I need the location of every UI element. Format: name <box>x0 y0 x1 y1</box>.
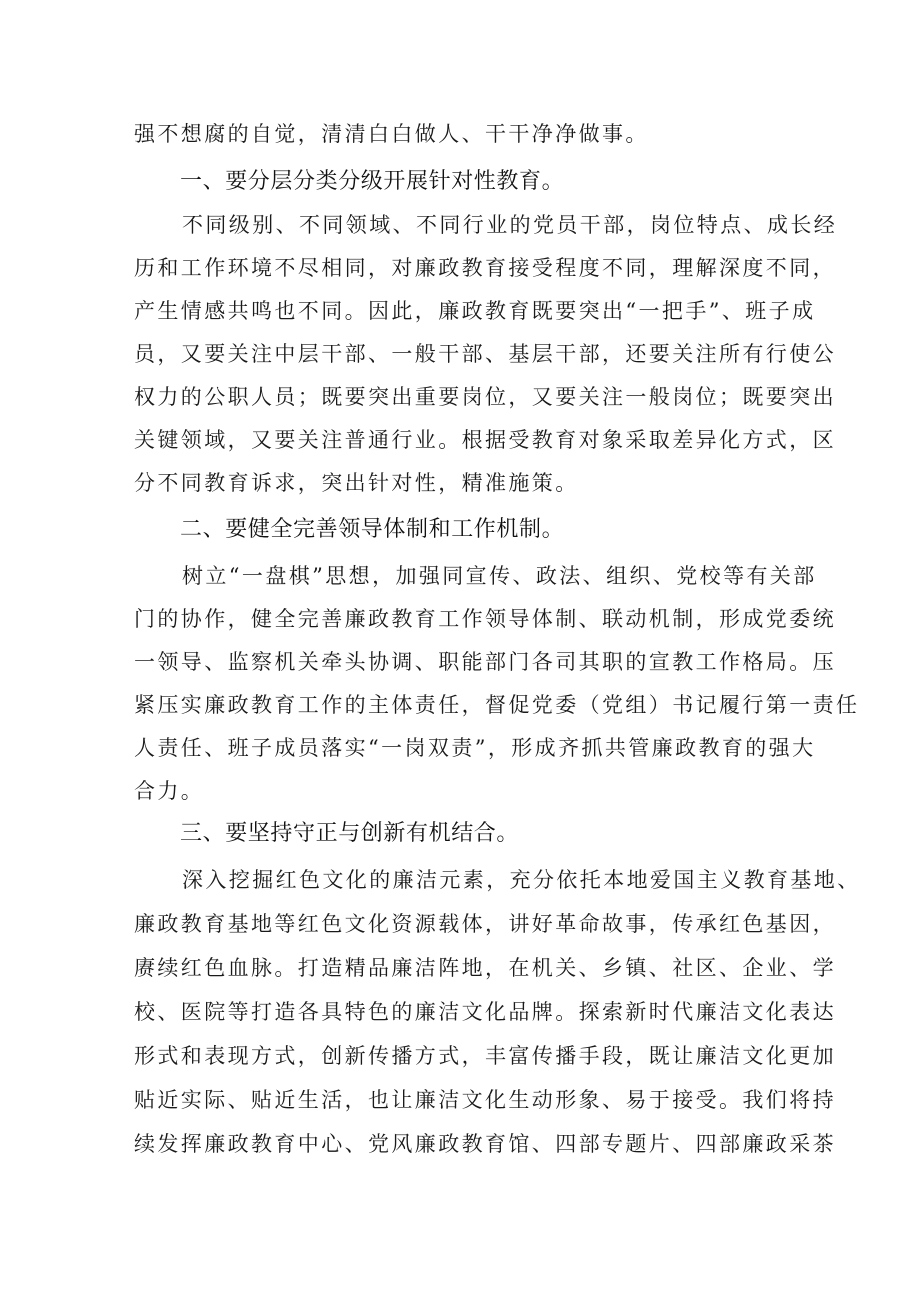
body-text-line: 强不想腐的自觉，清清白白做人、干干净净做事。 <box>134 122 649 146</box>
body-text-line: 续发挥廉政教育中心、党风廉政教育馆、四部专题片、四部廉政采茶 <box>134 1132 836 1156</box>
body-text-line: 合力。 <box>134 779 205 803</box>
body-text-line: 贴近实际、贴近生活，也让廉洁文化生动形象、易于接受。我们将持 <box>134 1088 836 1112</box>
body-text-line: 形式和表现方式，创新传播方式，丰富传播手段，既让廉洁文化更加 <box>134 1044 836 1068</box>
body-text-line: 关键领域，又要关注普通行业。根据受教育对象采取差异化方式，区 <box>134 428 836 452</box>
body-text-line: 深入挖掘红色文化的廉洁元素，充分依托本地爱国主义教育基地、 <box>182 868 861 892</box>
body-text-line: 门的协作，健全完善廉政教育工作领导体制、联动机制，形成党委统 <box>134 607 836 631</box>
body-text-line: 廉政教育基地等红色文化资源载体，讲好革命故事，传承红色基因， <box>134 912 836 936</box>
body-text-line: 树立“一盘棋”思想，加强同宣传、政法、组织、党校等有关部 <box>182 564 817 588</box>
body-text-line: 校、医院等打造各具特色的廉洁文化品牌。探索新时代廉洁文化表达 <box>134 1000 836 1024</box>
body-text-line: 产生情感共鸣也不同。因此，廉政教育既要突出“一把手”、班子成 <box>134 299 816 323</box>
section-heading-3: 三、要坚持守正与创新有机结合。 <box>180 821 520 846</box>
body-text-line: 赓续红色血脉。打造精品廉洁阵地，在机关、乡镇、社区、企业、学 <box>134 956 836 980</box>
body-text-line: 紧压实廉政教育工作的主体责任，督促党委（党组）书记履行第一责任 <box>134 693 860 717</box>
body-text-line: 一领导、监察机关牵头协调、职能部门各司其职的宣教工作格局。压 <box>134 650 836 674</box>
section-heading-1: 一、要分层分类分级开展针对性教育。 <box>180 169 565 194</box>
body-text-line: 员，又要关注中层干部、一般干部、基层干部，还要关注所有行使公 <box>134 342 836 366</box>
section-heading-2: 二、要健全完善领导体制和工作机制。 <box>180 517 565 542</box>
body-text-line: 历和工作环境不尽相同，对廉政教育接受程度不同，理解深度不同， <box>134 256 836 280</box>
body-text-line: 权力的公职人员；既要突出重要岗位，又要关注一般岗位；既要突出 <box>134 385 836 409</box>
body-text-line: 分不同教育诉求，突出针对性，精准施策。 <box>134 471 579 495</box>
body-text-line: 人责任、班子成员落实“一岗双责”，形成齐抓共管廉政教育的强大 <box>134 736 816 760</box>
body-text-line: 不同级别、不同领域、不同行业的党员干部，岗位特点、成长经 <box>182 213 838 237</box>
